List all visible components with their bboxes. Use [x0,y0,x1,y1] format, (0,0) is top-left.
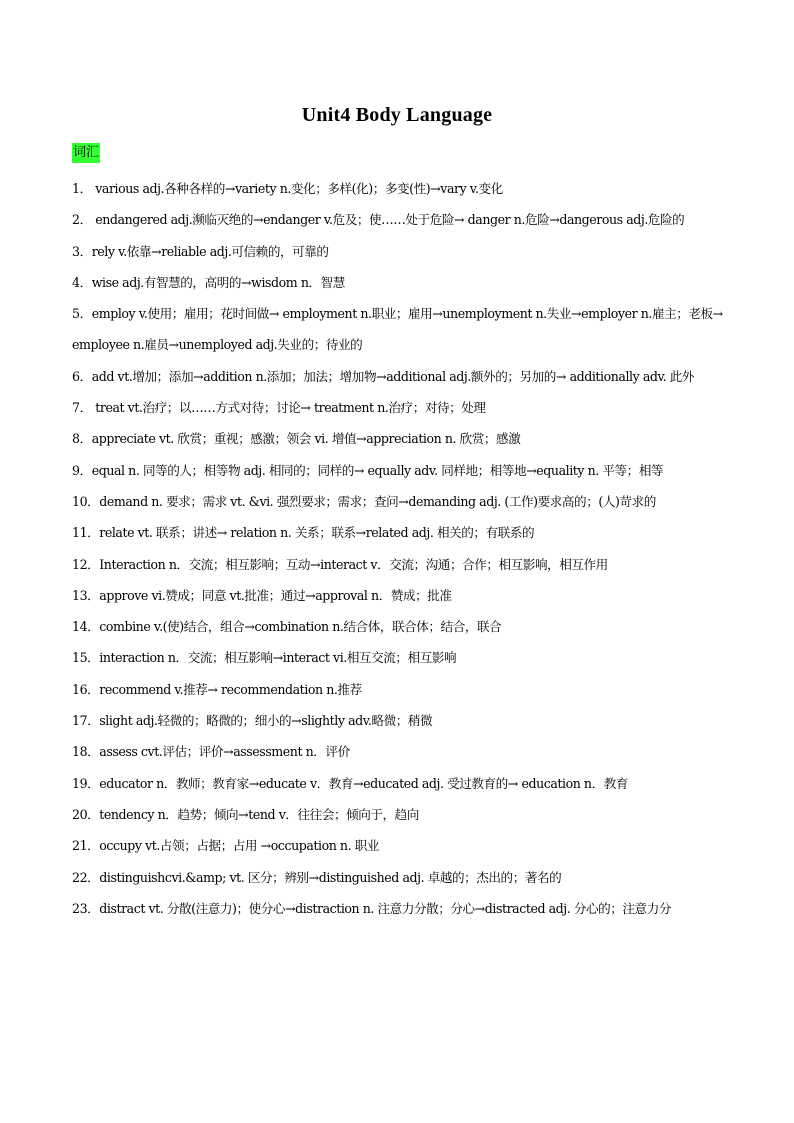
vocab-entry-11: 11．relate vt. 联系；讲述→ relation n. 关系；联系→related adj. 相关的；有联系的 [72,525,535,541]
vocab-entry-23: 23．distract vt. 分散(注意力)；使分心→distraction n. 注意力分散；分心→distracted adj. 分心的；注意力分 [72,900,671,916]
vocab-entry-9: 9．equal n. 同等的人；相等物 adj. 相同的；同样的→ equally adv. 同样地；相等地→equality n. 平等；相等 [72,462,664,478]
vocab-entry-21: 21．occupy vt.占领；占据；占用 →occupation n. 职业 [72,838,379,854]
section-label-highlight: 词汇 [72,143,100,163]
vocab-entry-7: 7． treat vt.治疗；以……方式对待；讨论→ treatment n.治疗；对待；处理 [72,400,486,416]
vocab-entry-12: 12．Interaction n．交流；相互影响；互动→interact v．交流；沟通；合作；相互影响，相互作用 [72,556,608,572]
vocab-entry-16: 16．recommend v.推荐→ recommendation n.推荐 [72,681,362,697]
vocab-entry-4: 4．wise adj.有智慧的，高明的→wisdom n．智慧 [72,274,345,290]
vocab-entry-15: 15．interaction n．交流；相互影响→interact vi.相互交流；相互影响 [72,650,457,666]
vocab-entry-22: 22．distinguishcvi.&amp; vt. 区分；辨别→distinguished adj. 卓越的；杰出的；著名的 [72,869,562,885]
vocab-entry-20: 20．tendency n．趋势；倾向→tend v．往往会；倾向于，趋向 [72,806,419,822]
vocab-entry-14: 14．combine v.(使)结合，组合→combination n.结合体，联合体；结合，联合 [72,619,502,635]
vocab-entry-1: 1． various adj.各种各样的→variety n.变化；多样(化)；多变(性)→vary v.变化 [72,181,503,196]
vocab-entry-13: 13．approve vi.赞成；同意 vt.批准；通过→approval n．赞成；批准 [72,587,452,603]
vocab-entry-19: 19．educator n．教师；教育家→educate v．教育→educated adj. 受过教育的→ education n．教育 [72,775,629,791]
vocab-entry-18: 18．assess cvt.评估；评价→assessment n．评价 [72,744,350,760]
vocab-entry-17: 17．slight adj.轻微的；略微的；细小的→slightly adv.略微；稍微 [72,713,433,729]
vocab-entry-3: 3．rely v.依靠→reliable adj.可信赖的，可靠的 [72,243,329,259]
vocabulary-list [72,173,736,924]
vocab-entry-5: 5．employ v.使用；雇用；花时间做→ employment n.职业；雇用→unemployment n.失业→employer n.雇主；老板→ employee n.雇员→unemployed adj.失业的；待业的 [72,306,723,353]
page-title: Unit4 Body Language [301,104,493,126]
vocab-entry-6: 6．add vt.增加；添加→addition n.添加；加法；增加物→additional adj.额外的；另加的→ additionally adv. 此外 [72,368,695,384]
vocab-entry-2: 2． endangered adj.濒临灭绝的→endanger v.危及；使……处于危险→ danger n.危险→dangerous adj.危险的 [72,212,685,228]
vocab-entry-10: 10．demand n. 要求；需求 vt. &vi. 强烈要求；需求；查问→demanding adj. (工作)要求高的；(人)苛求的 [72,493,656,509]
vocab-entry-8: 8．appreciate vt. 欣赏；重视；感激；领会 vi. 增值→appreciation n. 欣赏；感激 [72,431,521,447]
